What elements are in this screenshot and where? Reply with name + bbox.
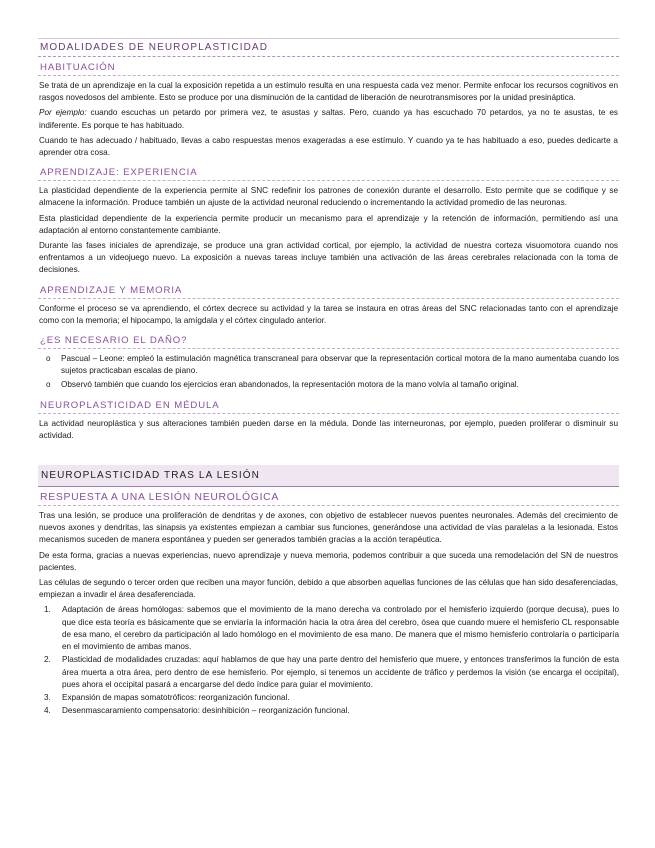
respuesta-block <box>38 489 619 717</box>
experiencia-block <box>38 164 619 276</box>
heading-medula: NEUROPLASTICIDAD EN MÉDULA <box>38 397 619 414</box>
experiencia-paragraph-3: Durante las fases iniciales de aprendizaje, se produce una gran actividad cortical, por ejemplo, la actividad de nuestra corteza visuomotora cuando nos enfrentamos a un videojuego nuevo. La exposición a nuevas tareas incluye también una activación de las áreas cerebrales relacionada con la toma de decisiones. <box>39 241 618 275</box>
list-item: 3. Expansión de mapas somatotróficos: reorganización funcional. <box>44 692 290 702</box>
dano-block <box>38 332 619 392</box>
heading-dano: ¿ES NECESARIO EL DAÑO? <box>38 332 619 349</box>
circle-bullet-icon: o <box>46 380 51 390</box>
habituacion-paragraph-1: Se trata de un aprendizaje en la cual la exposición repetida a un estímulo resulta en una respuesta cada vez menor. Permite enfocar los recursos cognitivos en rasgos novedosos del ambiente. Esto se produce por una disminución de la cantidad de liberación de neurotransmisores por la unidad presináptica. <box>39 81 618 103</box>
habituacion-paragraph-3: Cuando te has adecuado / habituado, llevas a cabo respuestas menos exageradas a ese estímulo. Y cuando ya te has habituado a eso, puedes dedicarte a aprender otra cosa. <box>39 135 618 158</box>
heading-memoria: APRENDIZAJE Y MEMORIA <box>38 282 619 299</box>
section-title-lesion: NEUROPLASTICIDAD TRAS LA LESIÓN <box>38 465 619 487</box>
respuesta-paragraph-1: Tras una lesión, se produce una proliferación de dendritas y de axones, con objetivo de establecer nuevos puentes neuronales. Además del crecimiento de nuevos axones y dendritas, las sinapsis ya existentes empiezan a cambiar sus funciones, generándose una actividad de vías paralelas a la lesionada. Estos mecanismos suceden de manera espontánea y pueden ser generados también gracias a la acción terapéutica. <box>39 511 618 545</box>
heading-habituacion: HABITUACIÓN <box>38 59 619 76</box>
example-text: cuando escuchas un petardo por primera vez, te asustas y saltas. Pero, cuando ya has escuchado 70 petardos, ya no te asustas, te es indiferente. Es porque te has habituado. <box>39 108 618 130</box>
heading-respuesta: RESPUESTA A UNA LESIÓN NEUROLÓGICA <box>38 489 619 506</box>
experiencia-paragraph-1: La plasticidad dependiente de la experiencia permite al SNC redefinir los patrones de conexión durante el desarrollo. Esto permite que se codifique y se almacene la información. Produce también un ajuste de la actividad neuronal reduciendo o incrementando la actividad promedio de las neuronas. <box>39 186 618 208</box>
habituacion-example <box>38 107 619 131</box>
respuesta-paragraph-2: De esta forma, gracias a nuevas experiencias, nuevo aprendizaje y nueva memoria, podemos contribuir a que suceda una remodelación del SN de nuestros pacientes. <box>39 550 618 572</box>
list-item: 1. Adaptación de áreas homólogas: sabemos que el movimiento de la mano derecha va controlado por el hemisferio izquierdo (porque decusa), pues lo que dice esta teoría es básicamente que se enviaría la información hacia la otra área del cerebro, ósea que cuando muere el hemisferio CL responsable de esa mano, el cerebro da participación al lado homólogo en el movimiento de esa mano. De manera que el mismo hemisferio controlaría o participaría en el movimiento de ambas manos. <box>44 605 619 652</box>
habituacion-block <box>38 59 619 159</box>
dano-list <box>38 353 619 392</box>
experiencia-paragraph-2: Esta plasticidad dependiente de la experiencia permite producir un mecanismo para el aprendizaje y la retención de información, permitiendo así una adaptación al entorno constantemente cambiante. <box>39 213 618 235</box>
example-label: Por ejemplo: <box>39 108 87 118</box>
circle-bullet-icon: o <box>46 354 51 364</box>
respuesta-list <box>38 604 619 717</box>
medula-block <box>38 397 619 442</box>
memoria-paragraph: Conforme el proceso se va aprendiendo, el córtex decrece su actividad y la tarea se instaura en otras áreas del SNC relacionadas tanto con el aprendizaje como con la memoria; el hipocampo, la amígdala y el córtex cingulado anterior. <box>39 303 618 325</box>
list-item: o Observó también que cuando los ejercicios eran abandonados, la representación motora de la mano volvía al tamaño original. <box>46 379 619 391</box>
list-item: o Pascual – Leone: empleó la estimulación magnética transcraneal para observar que la representación cortical motora de la mano aumentaba cuando los sujetos practicaban escalas de piano. <box>46 354 619 376</box>
respuesta-paragraph-3: Las células de segundo o tercer orden que reciben una mayor función, debido a que absorben aquellas funciones de las células que han sido desaferenciadas, empiezan a invadir el área desaferenciada. <box>39 578 618 600</box>
medula-paragraph: La actividad neuroplástica y sus alteraciones también pueden darse en la médula. Donde las interneuronas, por ejemplo, pueden proliferar o disminuir su actividad. <box>39 418 618 440</box>
heading-experiencia: APRENDIZAJE: EXPERIENCIA <box>38 164 619 181</box>
section-title-modalidades: MODALIDADES DE NEUROPLASTICIDAD <box>38 38 619 57</box>
list-item: 4. Desenmascaramiento compensatorio: desinhibición – reorganización funcional. <box>44 706 350 716</box>
list-item: 2. Plasticidad de modalidades cruzadas: aquí hablamos de que hay una parte dentro del hemisferio que muere, y entonces transferimos la función de esta área muerta a otra área, pero dentro de ese hemisferio. Por ejemplo, si tenemos un accidente de tráfico y perdemos la visión (se encarga el occipital), pues ahora el occipital pasará a encargarse del dedo índice para guiar el movimiento. <box>44 655 619 689</box>
memoria-block <box>38 282 619 327</box>
